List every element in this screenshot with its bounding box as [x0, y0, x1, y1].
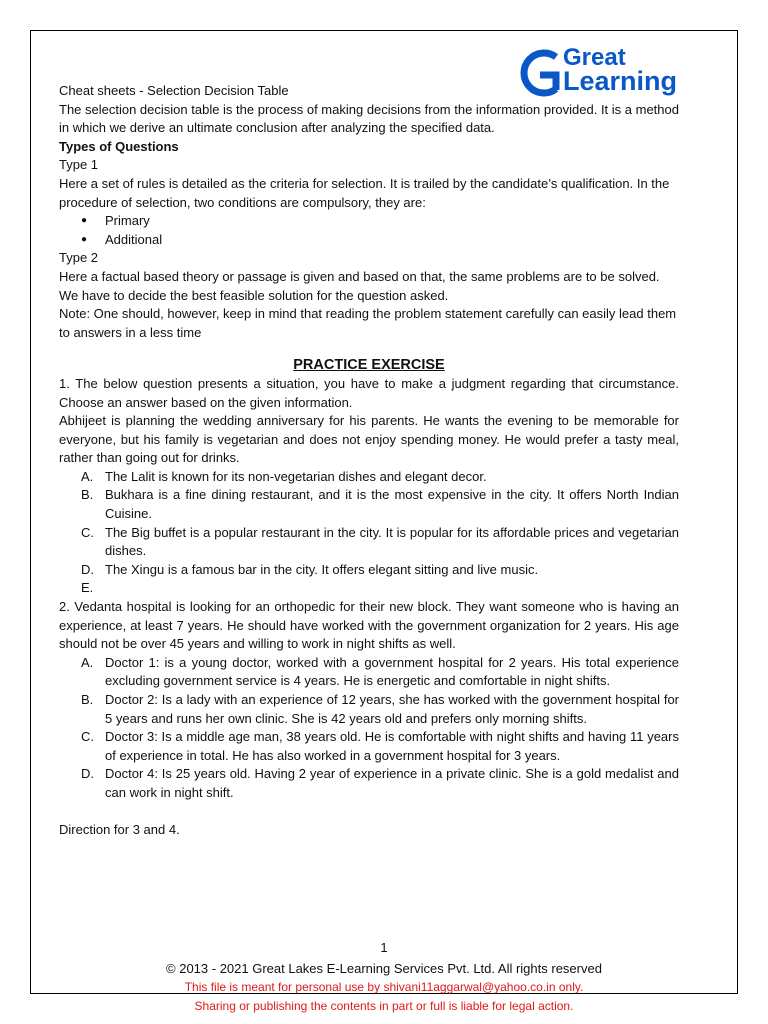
list-item	[81, 524, 679, 561]
note-text: Note: One should, however, keep in mind that reading the problem statement carefully can easily lead them to answers in a less time	[59, 306, 677, 340]
list-item	[81, 486, 679, 523]
option-letter: C.	[81, 524, 94, 540]
usage-notice-line1: This file is meant for personal use by shivani11aggarwal@yahoo.co.in only.	[184, 980, 584, 994]
copyright-text: © 2013 - 2021 Great Lakes E-Learning Services Pvt. Ltd. All rights reserved	[166, 961, 602, 976]
option-letter: D.	[81, 561, 94, 577]
list-item	[81, 765, 679, 802]
option-text: Doctor 4: Is 25 years old. Having 2 year of experience in a private clinic. She is a gold medalist and can work in night shift.	[105, 766, 679, 800]
q1-options	[59, 468, 679, 598]
list-item	[81, 579, 679, 598]
option-text: The Big buffet is a popular restaurant in the city. It is popular for its affordable prices and vegetarian dishes.	[105, 524, 679, 559]
option-letter: B.	[81, 692, 94, 707]
type1-text: Here a set of rules is detailed as the criteria for selection. It is trailed by the candidate’s qualification. In the procedure of selection, two conditions are compulsory, they are:	[59, 175, 670, 210]
option-letter: A.	[81, 654, 94, 670]
option-text: Bukhara is a fine dining restaurant, and it is the most expensive in the city. It offers North Indian Cuisine.	[105, 487, 679, 522]
q1-scenario: Abhijeet is planning the wedding anniversary for his parents. He wants the evening to be memorable for everyone, but his family is vegetarian and does not enjoy spending money. He would prefer a tasty meal, rather than going out for drinks.	[59, 413, 679, 466]
option-text: Doctor 2: Is a lady with an experience of 12 years, she has worked with the government hospital for 5 years and runs her own clinic. She is 42 years old and prefers only morning shifts.	[105, 692, 679, 726]
logo-text-learning: Learning	[563, 66, 678, 96]
option-text	[105, 580, 109, 595]
type1-label: Type 1	[59, 157, 99, 173]
direction-text: Direction for 3 and 4.	[59, 821, 180, 837]
type2-label: Type 2	[59, 250, 99, 266]
conditions-list	[59, 212, 679, 249]
q1-prompt: 1. The below question presents a situation, you have to make a judgment regarding that circumstance. Choose an answer based on the given information.	[59, 375, 679, 410]
option-letter: B.	[81, 487, 94, 503]
q2-options	[59, 654, 679, 803]
list-item	[81, 691, 679, 728]
list-item	[81, 468, 679, 487]
list-item	[81, 728, 679, 765]
list-item	[81, 654, 679, 691]
option-text: Doctor 3: Is a middle age man, 38 years old. He is comfortable with night shifts and having 11 years of experience in total. He has also worked in a government hospital for 3 years.	[105, 729, 679, 763]
document-title: Cheat sheets - Selection Decision Table	[59, 83, 289, 98]
document-body	[59, 82, 679, 839]
list-item: ● Primary	[81, 212, 679, 231]
type2-text: Here a factual based theory or passage is given and based on that, the same problems are to be solved. We have to decide the best feasible solution for the question asked.	[59, 268, 660, 303]
intro-description: The selection decision table is the process of making decisions from the information provided. It is a method in which we derive an ultimate conclusion after analyzing the specified data.	[59, 101, 679, 136]
option-letter: D.	[81, 766, 94, 782]
option-letter: C.	[81, 729, 94, 745]
option-text: Doctor 1: is a young doctor, worked with a government hospital for 2 years. His total experience excluding government service is 4 years. He is energetic and comfortable in night shifts.	[105, 654, 679, 689]
option-text: The Lalit is known for its non-vegetarian dishes and elegant decor.	[105, 468, 487, 484]
list-item: ● Additional	[81, 231, 679, 250]
option-letter: E.	[81, 580, 94, 596]
q2-prompt: 2. Vedanta hospital is looking for an orthopedic for their new block. They want someone who is having an experience, at least 7 years. He should have worked with the government organization for 2 years. His age should not be over 45 years and willing to work in night shifts as well.	[59, 599, 679, 652]
page-number: 1	[380, 940, 388, 955]
logo-text-great: Great	[563, 44, 626, 71]
spacer	[59, 803, 679, 821]
usage-notice-line2: Sharing or publishing the contents in part or full is liable for legal action.	[194, 999, 574, 1013]
option-letter: A.	[81, 468, 94, 484]
option-text: The Xingu is a famous bar in the city. It offers elegant sitting and live music.	[105, 561, 539, 577]
list-item	[81, 561, 679, 580]
practice-heading: PRACTICE EXERCISE	[293, 357, 445, 374]
types-heading: Types of Questions	[59, 138, 179, 154]
